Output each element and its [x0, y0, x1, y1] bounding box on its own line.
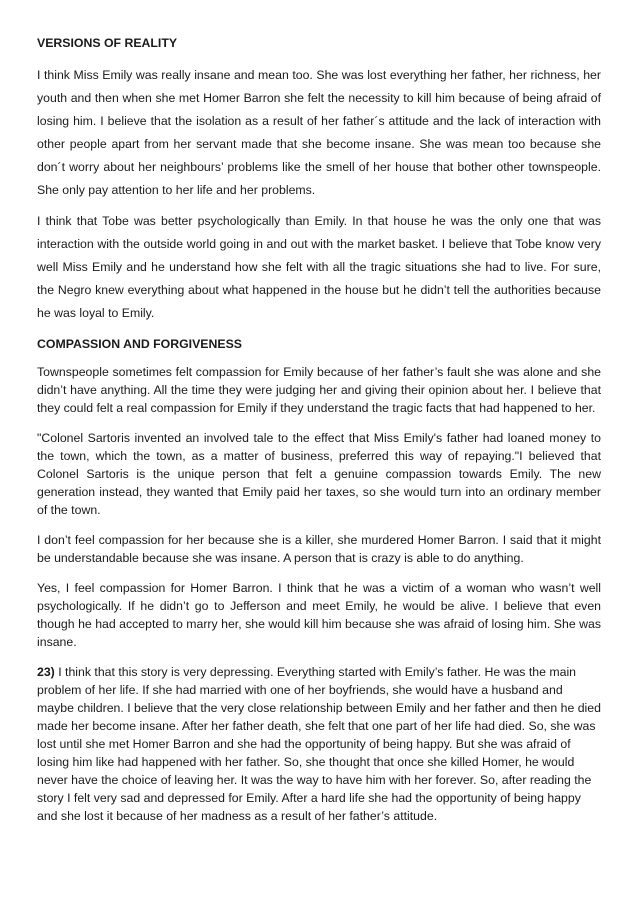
paragraph-no-compassion-killer: I don’t feel compassion for her because she is a killer, she murdered Homer Barron. I said that it might be understandable because she was insane. A person that is crazy is able to do anything.: [37, 533, 601, 565]
paragraph-miss-emily-insane: I think Miss Emily was really insane and mean too. She was lost everything her father, her richness, her youth and then when she met Homer Barron she felt the necessity to kill him because of being afraid of losing him. I believe that the isolation as a result of her father´s attitude and the lack of interaction with other people apart from her servant made that she become insane. She was mean too because she don´t worry about her neighbours’ problems like the smell of her house that bother other townspeople. She only pay attention to her life and her problems.: [37, 68, 601, 197]
question-23-answer: I think that this story is very depressing. Everything started with Emily’s father. He was the main problem of her life. If she had married with one of her boyfriends, she would have a husband and maybe children. I believe that the very close relationship between Emily and her father and then he died made her become insane. After her father death, she felt that one part of her life had died. So, she was lost until she met Homer Barron and she had the opportunity of being happy. But she was afraid of losing him like had happened with her father. So, she thought that once she killed Homer, he would never have the choice of leaving her. It was the way to have him with her forever. So, after reading the story I felt very sad and depressed for Emily. After a hard life she had the opportunity of being happy and she lost it because of her madness as a result of her father’s attitude.: [37, 665, 601, 823]
document-page: [37, 32, 601, 837]
paragraph-tobe: I think that Tobe was better psychologically than Emily. In that house he was the only one that was interaction with the outside world going in and out with the market basket. I believe that Tobe know very well Miss Emily and he understand how she felt with all the tragic situations she had to live. For sure, the Negro knew everything about what happened in the house but he didn’t tell the authorities because he was loyal to Emily.: [37, 214, 601, 320]
paragraph-compassion-homer-barron: Yes, I feel compassion for Homer Barron. I think that he was a victim of a woman who wasn’t well psychologically. If he didn’t go to Jefferson and meet Emily, he would be alive. I believe that even though he had accepted to marry her, she would kill him because she was afraid of losing him. She was insane.: [37, 581, 601, 649]
paragraph-townspeople-compassion: Townspeople sometimes felt compassion for Emily because of her father’s fault she was alone and she didn’t have anything. All the time they were judging her and giving their opinion about her. I believe that they could felt a real compassion for Emily if they understand the tragic facts that had happened to her.: [37, 365, 601, 415]
paragraph-question-23: [37, 663, 601, 825]
question-number-label: 23): [37, 665, 55, 679]
paragraph-colonel-sartoris-quote: "Colonel Sartoris invented an involved tale to the effect that Miss Emily's father had loaned money to the town, which the town, as a matter of business, preferred this way of repaying."I believed that Colonel Sartoris is the unique person that felt a genuine compassion towards Emily. The new generation instead, they wanted that Emily paid her taxes, so she would turn into an ordinary member of the town.: [37, 431, 601, 517]
section-heading-versions-of-reality: VERSIONS OF REALITY: [37, 36, 178, 50]
section-heading-compassion-and-forgiveness: COMPASSION AND FORGIVENESS: [37, 337, 242, 351]
